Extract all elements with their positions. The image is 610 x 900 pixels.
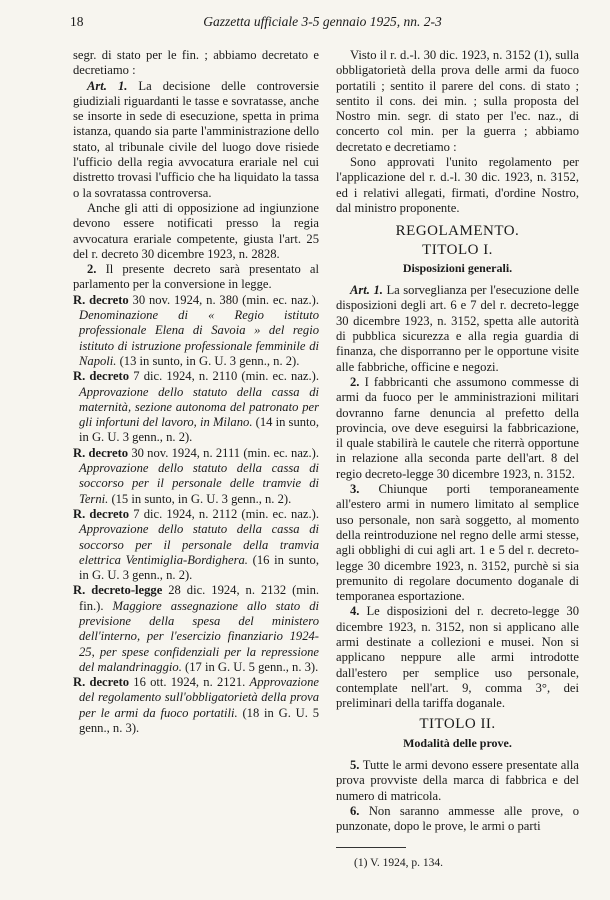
- article-number: 2.: [87, 262, 97, 277]
- paragraph: Anche gli atti di opposizione ad ingiunzione devono essere notificati presso la regia avvocatura erariale competente, giusta l'art. 25 del r. decreto 30 dicembre 1923, n. 2828.: [73, 200, 319, 261]
- decree-entry: [73, 675, 319, 736]
- article-number: Art. 1.: [87, 78, 128, 93]
- entry-kind: R. decreto: [73, 445, 129, 460]
- entry-kind: R. decreto: [73, 675, 130, 690]
- article-text: Tutte le armi devono essere presentate alla prova provviste della marca di fabbrica e del numero di matricola.: [336, 758, 579, 803]
- entry-ref: (18 in G. U. 5 genn., n. 3).: [79, 705, 319, 736]
- decree-entry: [73, 293, 319, 369]
- decree-entry: [73, 507, 319, 583]
- approval-paragraph: Sono approvati l'unito regolamento per l'applicazione del r. d.-l. 30 dic. 1923, n. 3152, ed i relativi allegati, firmati, d'ordine Nostro, dal ministro proponente.: [336, 155, 579, 215]
- article-number: Art. 1.: [350, 283, 383, 298]
- page-number: 18: [70, 14, 84, 29]
- article-number: 4.: [350, 604, 360, 619]
- title-2-heading: TITOLO II.: [419, 716, 496, 733]
- title-1-subheading: Disposizioni generali.: [402, 260, 513, 275]
- running-title: Gazzetta ufficiale 3-5 gennaio 1925, nn. 2-3: [203, 14, 442, 29]
- article-text: Le disposizioni del r. decreto-legge 30 dicembre 1923, n. 3152, non si applicano alle armi destinate a collezioni e musei. Non si applicano neppure alle armi introdotte dall'estero per semplice uso personale, contemplate nell'art. 9, comma 3°, dei preliminari della tariffa doganale.: [336, 604, 579, 711]
- entry-title: Approvazione dello statuto della cassa di soccorso per il personale delle tramvie di Terni.: [79, 461, 319, 506]
- entry-kind: R. decreto: [73, 292, 129, 307]
- regulation-heading: REGOLAMENTO.: [395, 223, 520, 240]
- decree-entry: [73, 446, 319, 507]
- entry-date: 7 dic. 1924, n. 2112 (min. ec. naz.).: [129, 506, 319, 521]
- article-text: La decisione delle controversie giudiziali riguardanti le tasse e sovratasse, anche se insorte in sede di esecuzione, spetta in prima istanza, quando sia parte l'amministrazione dello stato, al tribunale civile del luogo dove risiede l'ufficio della regia avvocatura erariale nel cui distretto trovasi l'ufficio che ha liquidato la tassa o la sovratassa controversa.: [73, 78, 319, 200]
- page-header: [70, 14, 575, 34]
- decree-entry: [73, 369, 319, 445]
- reg-article-5: [336, 758, 579, 804]
- article-number: 3.: [350, 482, 360, 497]
- entry-ref: (16 in sunto, in G. U. 3 genn., n. 2).: [79, 552, 320, 583]
- article-text: La sorveglianza per l'esecuzione delle disposizioni degli art. 6 e 7 del r. decreto-legge 30 dicembre 1923, n. 3152, spetta alle autorità di pubblica sicurezza e alla regia guardia di finanza, che disporranno per le opportune visite alle fabbriche, officine e negozi.: [336, 283, 579, 374]
- footnote: (1) V. 1924, p. 134.: [354, 856, 444, 869]
- preamble: Visto il r. d.-l. 30 dic. 1923, n. 3152 (1), sulla obbligatorietà della prova delle armi da fuoco portatili ; sentito il parere del cons. di stato ; sentito il cons. dei min. ; sulla proposta del Nostro min. segr. di stato per l'ec. naz., di concerto col min. per la guerra ; abbiamo decretato e decretiamo :: [336, 48, 579, 154]
- entry-title: Denominazione di « Regio istituto professionale Elena di Savoia » del regio istituto di istruzione professionale femminile di Napoli.: [79, 308, 319, 368]
- entry-title: Approvazione dello statuto della cassa di maternità, sezione autonoma del patronato per gli infortuni del lavoro, in Milano.: [79, 384, 319, 430]
- entry-date: 16 ott. 1924, n. 2121.: [129, 675, 250, 690]
- entry-date: 28 dic. 1924, n. 2132 (min. fin.).: [79, 583, 320, 613]
- article-number: 6.: [350, 803, 360, 818]
- entry-title: Approvazione del regolamento sull'obbligatorietà della prova per le armi da fuoco portatili.: [79, 675, 319, 720]
- right-column: [336, 48, 579, 871]
- title-2-subheading: Modalità delle prove.: [403, 735, 512, 750]
- reg-article-1: [336, 283, 579, 375]
- entry-ref: (13 in sunto, in G. U. 3 genn., n. 2).: [116, 353, 300, 368]
- entry-ref: (14 in sunto, in G. U. 3 genn., n. 2).: [79, 415, 319, 445]
- entry-title: Approvazione dello statuto della cassa di soccorso per il personale della tramvia elettrica Ventimiglia-Bordighera.: [79, 522, 319, 567]
- article-1: [73, 79, 319, 201]
- entry-kind: R. decreto: [73, 506, 130, 521]
- left-column: [73, 48, 319, 736]
- entry-title: Maggiore assegnazione allo stato di previsione della spesa del ministero dell'interno, per l'esercizio finanziario 1924-25, per spese confidenziali per la repressione del malandrinaggio.: [79, 598, 319, 674]
- article-text: Non saranno ammesse alle prove, o punzonate, dopo le prove, le armi o parti: [336, 803, 579, 834]
- article-number: 2.: [350, 374, 360, 389]
- entry-ref: (15 in sunto, in G. U. 3 genn., n. 2).: [108, 491, 292, 506]
- article-text: Il presente decreto sarà presentato al parlamento per la conversione in legge.: [73, 262, 319, 292]
- article-text: I fabbricanti che assumono commesse di armi da fuoco per le amministrazioni militari dovranno farne denuncia al prefetto della provincia, ove deve eseguirsi la fabbricazione, il quale stabilirà le cautele che riterrà opportune in relazione alla seconda parte dell'art. 8 del regio decreto-legge 30 dicembre 1923, n. 3152.: [336, 374, 579, 481]
- entry-kind: R. decreto: [73, 369, 130, 384]
- reg-article-6: [336, 804, 579, 835]
- entry-ref: (17 in G. U. 5 genn., n. 3).: [181, 659, 319, 674]
- footnote-divider: [336, 847, 406, 848]
- entry-date: 30 nov. 1924, n. 2111 (min. ec. naz.).: [128, 445, 319, 460]
- decree-intro: segr. di stato per le fin. ; abbiamo decretato e decretiamo :: [73, 48, 319, 78]
- decree-entry: [73, 583, 319, 675]
- article-number: 5.: [350, 758, 360, 773]
- reg-article-2: [336, 375, 579, 482]
- title-1-heading: TITOLO I.: [422, 241, 493, 258]
- reg-article-3: [336, 482, 579, 604]
- article-2: [73, 262, 319, 293]
- entry-date: 7 dic. 1924, n. 2110 (min. ec. naz.).: [129, 369, 319, 384]
- entry-date: 30 nov. 1924, n. 380 (min. ec. naz.).: [128, 292, 319, 307]
- article-text: Chiunque porti temporaneamente all'estero armi in numero limitato al semplice uso personale, non sarà soggetto, al momento della reintroduzione nel regno delle armi stesse, agli obblighi di cui agli art. 1 e 5 del r. decreto-legge 30 dicembre 1923, n. 3152, purchè si sia premunito di regolare documento doganale di temporanea esportazione.: [336, 482, 579, 604]
- reg-article-4: [336, 604, 579, 711]
- entry-kind: R. decreto-legge: [73, 583, 163, 598]
